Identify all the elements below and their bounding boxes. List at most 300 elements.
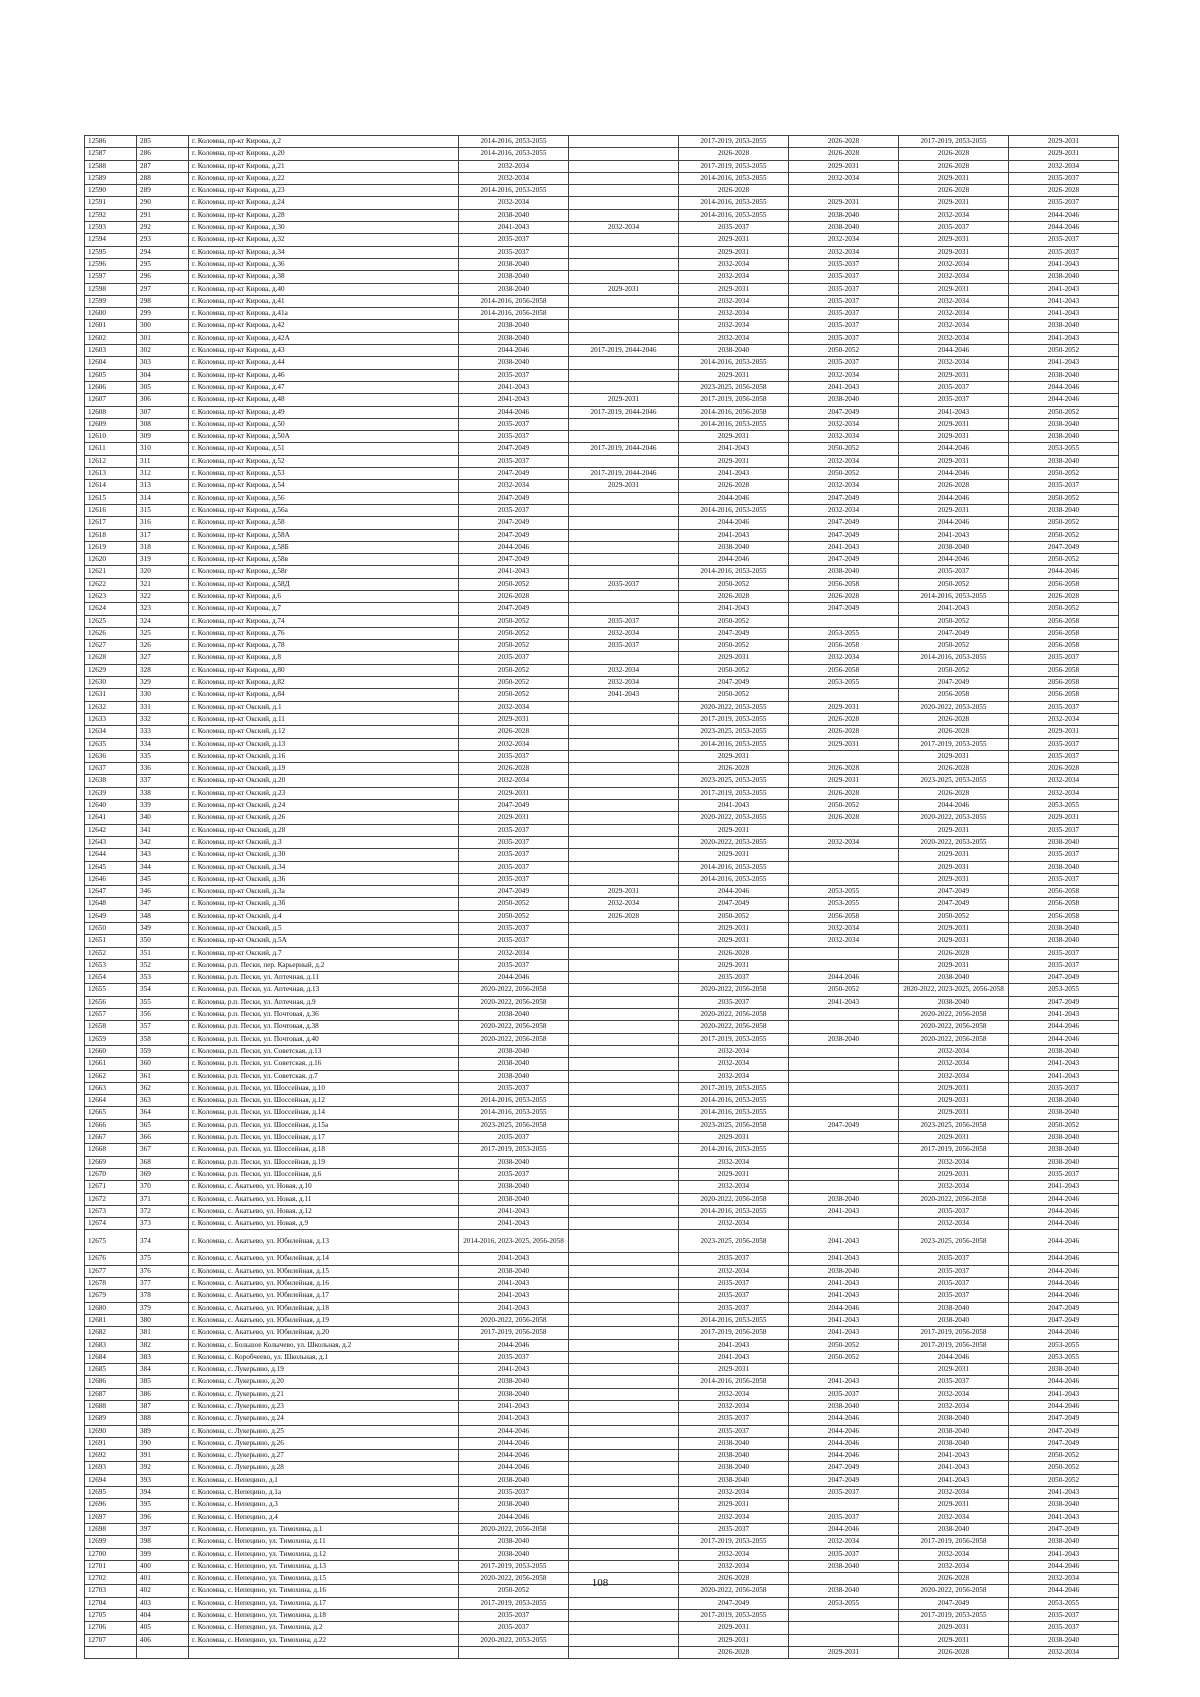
cell-period-1: 2041-2043: [459, 1253, 569, 1265]
cell-period-3: 2020-2022, 2053-2055: [679, 812, 789, 824]
cell-row-number: 344: [137, 861, 189, 873]
cell-period-1: 2050-2052: [459, 910, 569, 922]
cell-row-number: 376: [137, 1265, 189, 1277]
cell-row-number: 340: [137, 812, 189, 824]
cell-period-1: 2044-2046: [459, 972, 569, 984]
cell-period-5: 2032-2034: [899, 1218, 1009, 1230]
cell-address: г. Коломна, пр-кт Кирова, д.32: [189, 234, 459, 246]
cell-period-6: 2053-2055: [1009, 984, 1119, 996]
table-row: [85, 1009, 1119, 1021]
cell-address: г. Коломна, р.п. Пески, ул. Советская, д.16: [189, 1058, 459, 1070]
cell-period-4: 2041-2043: [789, 1253, 899, 1265]
cell-period-2: [569, 1474, 679, 1486]
cell-period-3: 2014-2016, 2053-2055: [679, 172, 789, 184]
table-row: [85, 1437, 1119, 1449]
cell-address: г. Коломна, пр-кт Кирова, д.22: [189, 172, 459, 184]
cell-row-id: 12618: [85, 529, 137, 541]
cell-period-6: 2035-2037: [1009, 750, 1119, 762]
cell-period-4: [789, 1095, 899, 1107]
cell-row-number: 404: [137, 1610, 189, 1622]
cell-period-4: 2047-2049: [789, 1474, 899, 1486]
cell-period-6: 2044-2046: [1009, 209, 1119, 221]
cell-address: г. Коломна, р.п. Пески, ул. Шоссейная, д.18: [189, 1144, 459, 1156]
cell-period-5: 2029-2031: [899, 1622, 1009, 1634]
cell-period-6: 2038-2040: [1009, 836, 1119, 848]
cell-address: г. Коломна, пр-кт Кирова, д.56а: [189, 504, 459, 516]
cell-period-2: [569, 1610, 679, 1622]
cell-address: г. Коломна, с. Лукерьино, д.19: [189, 1364, 459, 1376]
cell-period-1: 2035-2037: [459, 750, 569, 762]
cell-period-5: 2029-2031: [899, 1634, 1009, 1646]
cell-period-6: 2053-2055: [1009, 443, 1119, 455]
table-row: [85, 1339, 1119, 1351]
cell-period-4: 2038-2040: [789, 566, 899, 578]
cell-period-2: [569, 320, 679, 332]
cell-address: г. Коломна, пр-кт Кирова, д.58А: [189, 529, 459, 541]
cell-address: г. Коломна, пр-кт Окский, д.30: [189, 849, 459, 861]
cell-row-number: 289: [137, 185, 189, 197]
table-row: [85, 566, 1119, 578]
cell-period-1: 2047-2049: [459, 886, 569, 898]
cell-row-number: 305: [137, 381, 189, 393]
cell-row-number: 403: [137, 1597, 189, 1609]
cell-period-2: 2035-2037: [569, 615, 679, 627]
cell-period-6: 2035-2037: [1009, 197, 1119, 209]
cell-period-5: 2026-2028: [899, 480, 1009, 492]
cell-period-2: [569, 1548, 679, 1560]
cell-period-6: 2041-2043: [1009, 258, 1119, 270]
cell-period-4: 2047-2049: [789, 406, 899, 418]
cell-period-3: 2035-2037: [679, 972, 789, 984]
cell-period-5: 2056-2058: [899, 689, 1009, 701]
cell-period-5: 2047-2049: [899, 627, 1009, 639]
cell-period-4: 2035-2037: [789, 308, 899, 320]
cell-address: г. Коломна, с. Непецино, ул. Тимохина, д.12: [189, 1548, 459, 1560]
cell-row-id: 12596: [85, 258, 137, 270]
cell-period-6: 2035-2037: [1009, 246, 1119, 258]
cell-row-id: 12689: [85, 1413, 137, 1425]
table-row: [85, 234, 1119, 246]
cell-address: г. Коломна, с. Непецино, ул. Тимохина, д.13: [189, 1560, 459, 1572]
cell-period-4: 2032-2034: [789, 480, 899, 492]
cell-period-5: 2014-2016, 2053-2055: [899, 652, 1009, 664]
table-row: [85, 590, 1119, 602]
cell-row-number: 357: [137, 1021, 189, 1033]
cell-period-2: [569, 1205, 679, 1217]
cell-period-4: [789, 1082, 899, 1094]
cell-row-number: 295: [137, 258, 189, 270]
cell-period-1: 2047-2049: [459, 517, 569, 529]
cell-period-3: 2029-2031: [679, 1634, 789, 1646]
cell-row-id: 12621: [85, 566, 137, 578]
cell-row-number: 381: [137, 1327, 189, 1339]
cell-row-number: 373: [137, 1218, 189, 1230]
cell-address: г. Коломна, с. Акатьево, ул. Новая, д.11: [189, 1193, 459, 1205]
cell-period-5: 2029-2031: [899, 1095, 1009, 1107]
cell-period-2: [569, 1082, 679, 1094]
cell-row-number: 285: [137, 136, 189, 148]
cell-period-1: 2029-2031: [459, 713, 569, 725]
cell-row-number: 388: [137, 1413, 189, 1425]
cell-period-3: 2032-2034: [679, 1487, 789, 1499]
cell-row-number: 310: [137, 443, 189, 455]
cell-period-1: 2038-2040: [459, 209, 569, 221]
cell-period-6: 2035-2037: [1009, 652, 1119, 664]
cell-period-1: 2035-2037: [459, 849, 569, 861]
cell-period-2: [569, 1400, 679, 1412]
cell-period-4: [789, 1218, 899, 1230]
cell-row-number: 355: [137, 996, 189, 1008]
cell-period-4: [789, 1156, 899, 1168]
cell-row-number: 314: [137, 492, 189, 504]
cell-period-4: 2032-2034: [789, 455, 899, 467]
cell-address: г. Коломна, пр-кт Кирова, д.58Д: [189, 578, 459, 590]
cell-row-number: 350: [137, 935, 189, 947]
table-row: [85, 1132, 1119, 1144]
cell-period-1: 2038-2040: [459, 1058, 569, 1070]
cell-period-4: 2041-2043: [789, 1314, 899, 1326]
cell-period-3: 2041-2043: [679, 529, 789, 541]
cell-period-6: 2050-2052: [1009, 406, 1119, 418]
table-row: [85, 615, 1119, 627]
cell-row-id: 12650: [85, 923, 137, 935]
cell-period-5: 2017-2019, 2056-2058: [899, 1327, 1009, 1339]
cell-period-2: [569, 1376, 679, 1388]
cell-row-id: 12659: [85, 1033, 137, 1045]
cell-row-number: 337: [137, 775, 189, 787]
cell-period-6: 2050-2052: [1009, 345, 1119, 357]
table-row: [85, 947, 1119, 959]
cell-period-5: 2029-2031: [899, 1082, 1009, 1094]
cell-period-4: 2035-2037: [789, 295, 899, 307]
table-row: [85, 910, 1119, 922]
cell-address: г. Коломна, пр-кт Кирова, д.50: [189, 418, 459, 430]
cell-row-number: 382: [137, 1339, 189, 1351]
cell-period-3: 2014-2016, 2053-2055: [679, 1095, 789, 1107]
table-row: [85, 849, 1119, 861]
cell-period-1: 2038-2040: [459, 332, 569, 344]
table-row: [85, 1302, 1119, 1314]
cell-row-number: 324: [137, 615, 189, 627]
cell-period-4: 2026-2028: [789, 136, 899, 148]
cell-address: г. Коломна, пр-кт Окский, д.4: [189, 910, 459, 922]
cell-row-id: 12693: [85, 1462, 137, 1474]
cell-period-5: 2029-2031: [899, 172, 1009, 184]
cell-period-4: [789, 1107, 899, 1119]
cell-period-4: [789, 1364, 899, 1376]
cell-period-2: [569, 701, 679, 713]
cell-period-1: 2032-2034: [459, 160, 569, 172]
cell-address: г. Коломна, пр-кт Кирова, д.76: [189, 627, 459, 639]
cell-period-1: 2035-2037: [459, 861, 569, 873]
cell-period-5: 2032-2034: [899, 1560, 1009, 1572]
cell-period-1: 2041-2043: [459, 566, 569, 578]
table-row: [85, 873, 1119, 885]
cell-period-4: [789, 959, 899, 971]
cell-period-2: [569, 554, 679, 566]
cell-address: г. Коломна, с. Лукерьино, д.24: [189, 1413, 459, 1425]
cell-period-4: 2035-2037: [789, 332, 899, 344]
cell-address: г. Коломна, с. Акатьево, ул. Новая, д.9: [189, 1218, 459, 1230]
cell-period-2: [569, 972, 679, 984]
table-row: [85, 701, 1119, 713]
table-row: [85, 517, 1119, 529]
cell-address: г. Коломна, с. Коробчеево, ул. Школьная, д.1: [189, 1351, 459, 1363]
cell-period-5: 2017-2019, 2053-2055: [899, 738, 1009, 750]
cell-row-number: 334: [137, 738, 189, 750]
cell-period-2: [569, 1132, 679, 1144]
cell-address: г. Коломна, пр-кт Кирова, д.54: [189, 480, 459, 492]
cell-period-5: 2029-2031: [899, 369, 1009, 381]
cell-period-2: [569, 935, 679, 947]
cell-period-3: 2044-2046: [679, 886, 789, 898]
cell-row-number: 364: [137, 1107, 189, 1119]
cell-period-2: [569, 1230, 679, 1253]
cell-period-6: 2044-2046: [1009, 1033, 1119, 1045]
cell-row-id: 12592: [85, 209, 137, 221]
cell-period-3: 2014-2016, 2053-2055: [679, 1107, 789, 1119]
cell-row-number: 299: [137, 308, 189, 320]
cell-period-2: [569, 258, 679, 270]
cell-row-id: 12631: [85, 689, 137, 701]
cell-period-3: 2029-2031: [679, 935, 789, 947]
cell-period-3: 2041-2043: [679, 800, 789, 812]
cell-period-4: 2026-2028: [789, 713, 899, 725]
table-row: [85, 1314, 1119, 1326]
cell-row-number: 302: [137, 345, 189, 357]
cell-period-5: 2026-2028: [899, 713, 1009, 725]
cell-period-5: 2029-2031: [899, 959, 1009, 971]
cell-period-2: [569, 1634, 679, 1646]
cell-address: г. Коломна, пр-кт Окский, д.34: [189, 861, 459, 873]
cell-period-3: 2020-2022, 2056-2058: [679, 1021, 789, 1033]
cell-period-5: 2032-2034: [899, 1045, 1009, 1057]
cell-period-4: 2029-2031: [789, 738, 899, 750]
cell-address: г. Коломна, пр-кт Окский, д.20: [189, 775, 459, 787]
cell-period-1: 2038-2040: [459, 1474, 569, 1486]
cell-row-number: 292: [137, 222, 189, 234]
cell-period-1: 2035-2037: [459, 418, 569, 430]
cell-row-id: 12702: [85, 1573, 137, 1585]
cell-period-1: 2038-2040: [459, 1009, 569, 1021]
cell-row-number: 347: [137, 898, 189, 910]
cell-period-4: 2035-2037: [789, 1548, 899, 1560]
table-row: [85, 996, 1119, 1008]
cell-period-3: 2023-2025, 2056-2058: [679, 381, 789, 393]
cell-period-3: 2014-2016, 2053-2055: [679, 197, 789, 209]
cell-row-number: 346: [137, 886, 189, 898]
cell-period-3: 2017-2019, 2053-2055: [679, 160, 789, 172]
cell-period-1: 2017-2019, 2053-2055: [459, 1560, 569, 1572]
cell-row-number: 349: [137, 923, 189, 935]
cell-period-4: 2044-2046: [789, 1413, 899, 1425]
cell-address: г. Коломна, пр-кт Кирова, д.56: [189, 492, 459, 504]
cell-period-5: 2032-2034: [899, 308, 1009, 320]
cell-period-5: 2044-2046: [899, 517, 1009, 529]
table-row: [85, 1045, 1119, 1057]
cell-period-2: [569, 1253, 679, 1265]
cell-period-3: 2032-2034: [679, 1156, 789, 1168]
cell-period-6: 2038-2040: [1009, 1095, 1119, 1107]
table-row: [85, 1253, 1119, 1265]
cell-period-5: 2020-2022, 2056-2058: [899, 1009, 1009, 1021]
cell-row-id: 12609: [85, 418, 137, 430]
cell-period-1: 2014-2016, 2056-2058: [459, 308, 569, 320]
cell-period-5: 2026-2028: [899, 1646, 1009, 1658]
cell-address: г. Коломна, пр-кт Окский, д.3: [189, 836, 459, 848]
cell-period-3: 2026-2028: [679, 590, 789, 602]
table-row: [85, 886, 1119, 898]
table-row: [85, 800, 1119, 812]
cell-address: г. Коломна, р.п. Пески, ул. Шоссейная, д.12: [189, 1095, 459, 1107]
cell-period-1: 2041-2043: [459, 222, 569, 234]
cell-period-1: 2050-2052: [459, 689, 569, 701]
cell-period-1: 2038-2040: [459, 1376, 569, 1388]
cell-period-3: 2038-2040: [679, 541, 789, 553]
cell-period-3: 2050-2052: [679, 578, 789, 590]
cell-period-4: 2035-2037: [789, 320, 899, 332]
cell-address: г. Коломна, р.п. Пески, ул. Шоссейная, д.17: [189, 1132, 459, 1144]
table-row: [85, 369, 1119, 381]
cell-period-5: 2032-2034: [899, 271, 1009, 283]
table-row: [85, 504, 1119, 516]
cell-address: г. Коломна, с. Лукерьино, д.20: [189, 1376, 459, 1388]
cell-period-4: 2029-2031: [789, 197, 899, 209]
cell-period-3: 2017-2019, 2053-2055: [679, 1082, 789, 1094]
cell-period-1: 2035-2037: [459, 652, 569, 664]
cell-period-5: 2050-2052: [899, 578, 1009, 590]
cell-period-5: 2026-2028: [899, 947, 1009, 959]
cell-period-6: 2035-2037: [1009, 947, 1119, 959]
cell-period-3: 2047-2049: [679, 898, 789, 910]
table-row: [85, 1168, 1119, 1180]
cell-period-5: 2032-2034: [899, 332, 1009, 344]
cell-period-6: 2056-2058: [1009, 627, 1119, 639]
table-row: [85, 148, 1119, 160]
cell-address: г. Коломна, пр-кт Кирова, д.49: [189, 406, 459, 418]
cell-period-2: [569, 529, 679, 541]
cell-period-4: 2032-2034: [789, 923, 899, 935]
cell-period-5: 2041-2043: [899, 603, 1009, 615]
cell-period-4: [789, 849, 899, 861]
table-row: [85, 418, 1119, 430]
cell-period-5: 2041-2043: [899, 406, 1009, 418]
cell-period-3: 2026-2028: [679, 763, 789, 775]
cell-period-4: 2056-2058: [789, 664, 899, 676]
cell-period-4: [789, 1181, 899, 1193]
cell-period-4: 2029-2031: [789, 1646, 899, 1658]
cell-period-6: 2038-2040: [1009, 1045, 1119, 1057]
cell-period-6: 2044-2046: [1009, 1218, 1119, 1230]
cell-address: г. Коломна, пр-кт Кирова, д.51: [189, 443, 459, 455]
cell-period-6: 2050-2052: [1009, 492, 1119, 504]
table-row: [85, 1327, 1119, 1339]
cell-period-3: 2032-2034: [679, 295, 789, 307]
cell-period-4: 2047-2049: [789, 1119, 899, 1131]
cell-period-2: 2026-2028: [569, 910, 679, 922]
cell-period-4: 2041-2043: [789, 1327, 899, 1339]
cell-period-4: 2050-2052: [789, 443, 899, 455]
cell-period-2: [569, 369, 679, 381]
cell-period-2: 2041-2043: [569, 689, 679, 701]
table-row: [85, 984, 1119, 996]
cell-period-2: 2029-2031: [569, 886, 679, 898]
cell-row-number: 405: [137, 1622, 189, 1634]
cell-period-4: 2041-2043: [789, 1278, 899, 1290]
cell-period-5: 2035-2037: [899, 1278, 1009, 1290]
cell-period-6: 2038-2040: [1009, 1107, 1119, 1119]
cell-period-2: [569, 1045, 679, 1057]
cell-row-id: 12616: [85, 504, 137, 516]
table-row: [85, 1351, 1119, 1363]
cell-period-6: 2041-2043: [1009, 1511, 1119, 1523]
cell-period-5: 2020-2022, 2056-2058: [899, 1021, 1009, 1033]
cell-row-id: 12649: [85, 910, 137, 922]
cell-period-2: [569, 271, 679, 283]
cell-row-number: 287: [137, 160, 189, 172]
cell-period-2: [569, 775, 679, 787]
register-table: [84, 135, 1119, 1659]
cell-period-4: 2032-2034: [789, 935, 899, 947]
cell-row-id: 12698: [85, 1523, 137, 1535]
cell-period-6: 2038-2040: [1009, 418, 1119, 430]
cell-row-id: 12608: [85, 406, 137, 418]
cell-period-4: 2044-2046: [789, 972, 899, 984]
cell-period-4: 2041-2043: [789, 381, 899, 393]
cell-period-5: 2044-2046: [899, 443, 1009, 455]
cell-row-id: 12654: [85, 972, 137, 984]
cell-period-6: 2050-2052: [1009, 1119, 1119, 1131]
cell-period-4: [789, 1634, 899, 1646]
table-row: [85, 775, 1119, 787]
cell-address: г. Коломна, с. Большое Колычево, ул. Школьная, д.2: [189, 1339, 459, 1351]
cell-address: г. Коломна, с. Непецино, ул. Тимохина, д.2: [189, 1622, 459, 1634]
cell-period-6: 2053-2055: [1009, 1597, 1119, 1609]
cell-period-4: 2038-2040: [789, 1265, 899, 1277]
cell-address: г. Коломна, с. Непецино, ул. Тимохина, д.17: [189, 1597, 459, 1609]
cell-period-5: 2029-2031: [899, 418, 1009, 430]
cell-period-5: 2050-2052: [899, 910, 1009, 922]
cell-row-id: 12615: [85, 492, 137, 504]
cell-period-4: 2053-2055: [789, 677, 899, 689]
cell-period-3: 2014-2016, 2053-2055: [679, 1144, 789, 1156]
cell-period-6: 2056-2058: [1009, 886, 1119, 898]
cell-period-6: 2053-2055: [1009, 1351, 1119, 1363]
cell-period-5: 2032-2034: [899, 1181, 1009, 1193]
cell-row-id: 12703: [85, 1585, 137, 1597]
cell-period-4: 2035-2037: [789, 258, 899, 270]
cell-row-id: 12626: [85, 627, 137, 639]
cell-row-number: 286: [137, 148, 189, 160]
table-row: [85, 1181, 1119, 1193]
cell-period-1: 2038-2040: [459, 1499, 569, 1511]
cell-row-number: 372: [137, 1205, 189, 1217]
cell-address: г. Коломна, пр-кт Кирова, д.2: [189, 136, 459, 148]
cell-period-3: 2050-2052: [679, 664, 789, 676]
cell-period-3: 2035-2037: [679, 1253, 789, 1265]
cell-address: г. Коломна, пр-кт Кирова, д.38: [189, 271, 459, 283]
cell-address: г. Коломна, пр-кт Кирова, д.58г: [189, 566, 459, 578]
cell-period-1: 2038-2040: [459, 1045, 569, 1057]
cell-period-5: 2035-2037: [899, 381, 1009, 393]
table-row: [85, 1082, 1119, 1094]
cell-period-6: 2047-2049: [1009, 996, 1119, 1008]
cell-row-number: 291: [137, 209, 189, 221]
cell-row-id: 12586: [85, 136, 137, 148]
cell-period-6: 2038-2040: [1009, 455, 1119, 467]
cell-period-3: 2020-2022, 2053-2055: [679, 701, 789, 713]
cell-period-6: 2032-2034: [1009, 775, 1119, 787]
